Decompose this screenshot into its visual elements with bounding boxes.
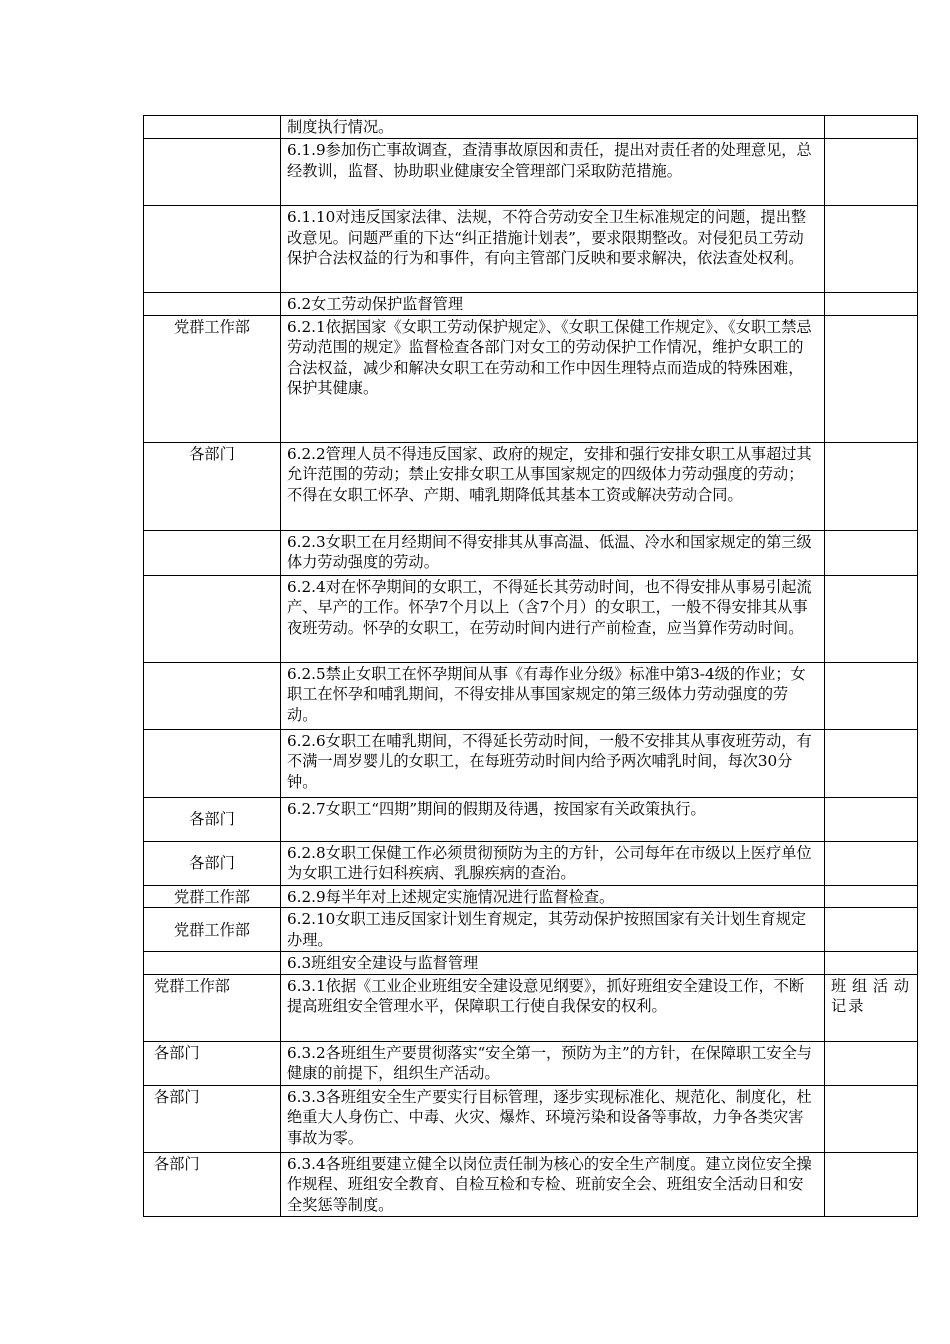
table-row [144,885,918,908]
department-cell: 各部门 [144,797,281,841]
table-row [144,116,918,139]
content-cell: 6.3.3各班组安全生产要实行目标管理，逐步实现标准化、规范化、制度化，杜绝重大人身伤亡、中毒、火灾、爆炸、环境污染和设备等事故，力争各类灾害事故为零。 [281,1085,825,1152]
department-cell [144,575,281,662]
content-cell: 6.2.4对在怀孕期间的女职工，不得延长其劳动时间，也不得安排从事易引起流产、早产的工作。怀孕7个月以上（含7个月）的女职工，一般不得安排其从事夜班劳动。怀孕的女职工，在劳动时间内进行产前检查，应当算作劳动时间。 [281,575,825,662]
department-cell [144,293,281,316]
table-row [144,1041,918,1085]
remark-cell [825,1152,918,1216]
remark-cell [825,116,918,139]
content-cell: 6.1.10对违反国家法律、法规，不符合劳动安全卫生标准规定的问题，提出整改意见。问题严重的下达“纠正措施计划表”，要求限期整改。对侵犯员工劳动保护合法权益的行为和事件，有向主管部门反映和要求解决，依法查处权利。 [281,206,825,293]
remark-cell [825,885,918,908]
content-cell: 6.2.3女职工在月经期间不得安排其从事高温、低温、冷水和国家规定的第三级体力劳动强度的劳动。 [281,530,825,575]
table-row [144,841,918,885]
remark-cell [825,293,918,316]
table-row [144,974,918,1041]
remark-cell [825,206,918,293]
section-heading-row [144,293,918,316]
table-row [144,1152,918,1216]
content-cell: 制度执行情况。 [281,116,825,139]
department-cell [144,530,281,575]
remark-cell [825,139,918,206]
content-cell: 6.2.5禁止女职工在怀孕期间从事《有毒作业分级》标准中第3-4级的作业；女职工在怀孕和哺乳期间，不得安排从事国家规定的第三级体力劳动强度的劳动。 [281,662,825,729]
department-cell [144,206,281,293]
department-cell: 党群工作部 [144,885,281,908]
department-cell: 各部门 [144,841,281,885]
table-row [144,530,918,575]
department-cell [144,662,281,729]
department-cell: 各部门 [144,1152,281,1216]
table-row [144,139,918,206]
remark-cell [825,315,918,442]
remark-cell [825,841,918,885]
content-cell: 6.2.1依据国家《女职工劳动保护规定》、《女职工保健工作规定》、《女职工禁忌劳动范围的规定》监督检查各部门对女工的劳动保护工作情况，维护女职工的合法权益，减少和解决女职工在劳动和工作中因生理特点而造成的特殊困难，保护其健康。 [281,315,825,442]
table-row [144,797,918,841]
remark-cell [825,1041,918,1085]
content-cell: 6.2.7女职工“四期”期间的假期及待遇，按国家有关政策执行。 [281,797,825,841]
department-cell [144,729,281,797]
document-table [143,115,918,1217]
department-cell [144,116,281,139]
remark-cell [825,952,918,975]
content-cell: 6.2.9每半年对上述规定实施情况进行监督检查。 [281,885,825,908]
remark-cell [825,729,918,797]
department-cell: 党群工作部 [144,974,281,1041]
section-heading: 6.2女工劳动保护监督管理 [281,293,825,316]
table-row [144,575,918,662]
department-cell: 党群工作部 [144,315,281,442]
department-cell [144,139,281,206]
content-cell: 6.3.4各班组要建立健全以岗位责任制为核心的安全生产制度。建立岗位安全操作规程、班组安全教育、自检互检和专检、班前安全会、班组安全活动日和安全奖惩等制度。 [281,1152,825,1216]
remark-cell [825,530,918,575]
department-cell: 各部门 [144,1041,281,1085]
table-row [144,315,918,442]
remark-cell: 班组活动记录 [825,974,918,1041]
department-cell: 各部门 [144,442,281,530]
content-cell: 6.3.1依据《工业企业班组安全建设意见纲要》，抓好班组安全建设工作，不断提高班组安全管理水平，保障职工行使自我保安的权利。 [281,974,825,1041]
table-row [144,442,918,530]
remark-cell [825,662,918,729]
remark-cell [825,908,918,952]
content-cell: 6.1.9参加伤亡事故调查，查清事故原因和责任，提出对责任者的处理意见，总经教训，监督、协助职业健康安全管理部门采取防范措施。 [281,139,825,206]
department-cell: 党群工作部 [144,908,281,952]
content-cell: 6.2.2管理人员不得违反国家、政府的规定，安排和强行安排女职工从事超过其允许范围的劳动；禁止安排女职工从事国家规定的四级体力劳动强度的劳动；不得在女职工怀孕、产期、哺乳期降低其基本工资或解决劳动合同。 [281,442,825,530]
remark-cell [825,797,918,841]
table-row [144,662,918,729]
table-row [144,206,918,293]
department-cell: 各部门 [144,1085,281,1152]
content-cell: 6.2.10女职工违反国家计划生育规定，其劳动保护按照国家有关计划生育规定办理。 [281,908,825,952]
content-cell: 6.3.2各班组生产要贯彻落实“安全第一，预防为主”的方针，在保障职工安全与健康的前提下，组织生产活动。 [281,1041,825,1085]
table-row [144,908,918,952]
section-heading-row [144,952,918,975]
content-cell: 6.2.6女职工在哺乳期间，不得延长劳动时间，一般不安排其从事夜班劳动，有不满一周岁婴儿的女职工，在每班劳动时间内给予两次哺乳时间，每次30分钟。 [281,729,825,797]
table-row [144,1085,918,1152]
remark-cell [825,442,918,530]
remark-cell [825,1085,918,1152]
content-cell: 6.2.8女职工保健工作必须贯彻预防为主的方针，公司每年在市级以上医疗单位为女职工进行妇科疾病、乳腺疾病的查治。 [281,841,825,885]
department-cell [144,952,281,975]
table-row [144,729,918,797]
remark-cell [825,575,918,662]
section-heading: 6.3班组安全建设与监督管理 [281,952,825,975]
